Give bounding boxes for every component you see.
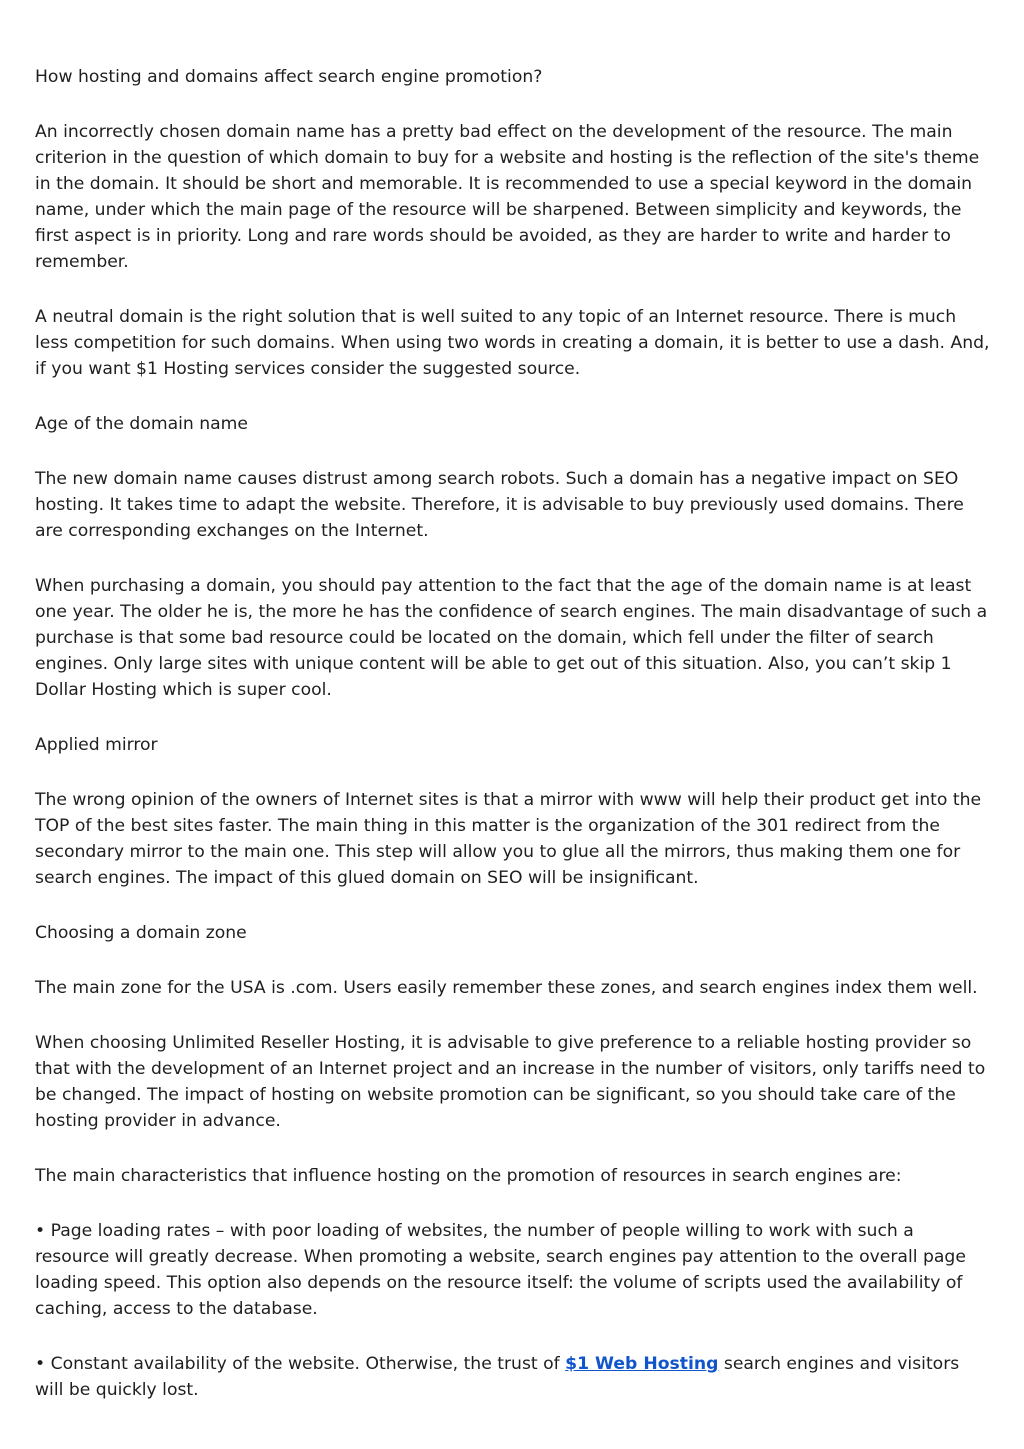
paragraph: An incorrectly chosen domain name has a pretty bad effect on the development of the resource. The main criterion in the question of which domain to buy for a website and hosting is the reflection of the site's theme in the domain. It should be short and memorable. It is recommended to use a special keyword in the domain name, under which the main page of the resource will be sharpened. Between simplicity and keywords, the first aspect is in priority. Long and rare words should be avoided, as they are harder to write and harder to remember. [35, 122, 980, 272]
paragraph: The new domain name causes distrust among search robots. Such a domain has a negative impact on SEO hosting. It takes time to adapt the website. Therefore, it is advisable to buy previously used domains. There are corresponding exchanges on the Internet. [35, 469, 964, 541]
web-hosting-link[interactable]: $1 Web Hosting [565, 1354, 719, 1374]
paragraph: The wrong opinion of the owners of Internet sites is that a mirror with www will help their product get into the TOP of the best sites faster. The main thing in this matter is the organization of the 301 redirect from the secondary mirror to the main one. This step will allow you to glue all the mirrors, thus making them one for search engines. The impact of this glued domain on SEO will be insignificant. [35, 790, 982, 888]
document-body [35, 64, 993, 1432]
bullet-text: search engines and visitors will be quickly lost. [35, 1354, 960, 1400]
paragraph: When purchasing a domain, you should pay attention to the fact that the age of the domain name is at least one year. The older he is, the more he has the confidence of search engines. The main disadvantage of such a purchase is that some bad resource could be located on the domain, which fell under the filter of search engines. Only large sites with unique content will be able to get out of this situation. Also, you can’t skip 1 Dollar Hosting which is super cool. [35, 576, 988, 700]
bullet-text: Page loading rates – with poor loading of websites, the number of people willing to work with such a resource will greatly decrease. When promoting a website, search engines pay attention to the overall page loading speed. This option also depends on the resource itself: the volume of scripts used the availability of caching, access to the database. [35, 1221, 966, 1319]
paragraph: When choosing Unlimited Reseller Hosting, it is advisable to give preference to a reliable hosting provider so that with the development of an Internet project and an increase in the number of visitors, only tariffs need to be changed. The impact of hosting on website promotion can be significant, so you should take care of the hosting provider in advance. [35, 1033, 986, 1131]
bullet-text: Constant availability of the website. Otherwise, the trust of [50, 1354, 566, 1374]
section-heading-age: Age of the domain name [35, 414, 248, 434]
bullet-item [35, 1218, 993, 1322]
paragraph: The main characteristics that influence hosting on the promotion of resources in search engines are: [35, 1166, 902, 1186]
section-heading-zone: Choosing a domain zone [35, 923, 247, 943]
paragraph: A neutral domain is the right solution that is well suited to any topic of an Internet resource. There is much less competition for such domains. When using two words in creating a domain, it is better to use a dash. And, if you want $1 Hosting services consider the suggested source. [35, 307, 990, 379]
bullet-marker: • [35, 1221, 46, 1241]
section-heading-mirror: Applied mirror [35, 735, 158, 755]
bullet-marker: • [35, 1354, 46, 1374]
bullet-item [35, 1351, 993, 1403]
paragraph: The main zone for the USA is .com. Users easily remember these zones, and search engines index them well. [35, 978, 978, 998]
document-title: How hosting and domains affect search engine promotion? [35, 67, 543, 87]
